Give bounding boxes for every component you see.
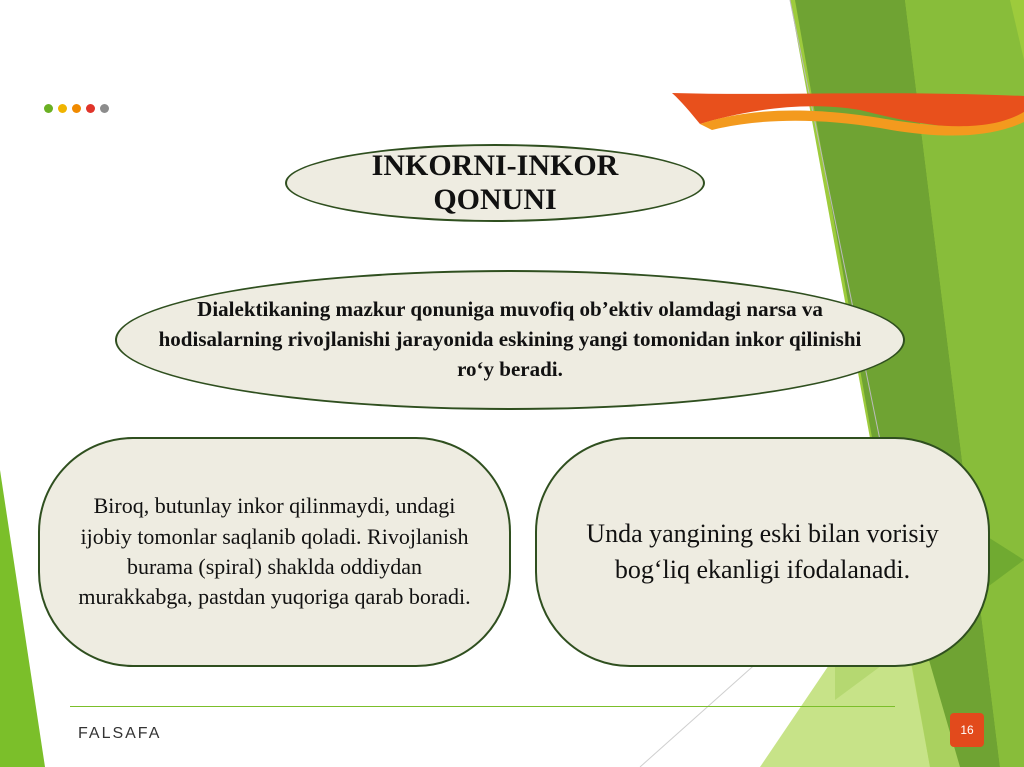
thin-line-bottom xyxy=(640,660,760,767)
dot-red xyxy=(86,104,95,113)
dot-orange xyxy=(72,104,81,113)
footer-label: FALSAFA xyxy=(78,725,162,742)
dot-yellow xyxy=(58,104,67,113)
dot-green xyxy=(44,104,53,113)
left-info-shape xyxy=(38,437,511,667)
right-info-text: Unda yangining eski bilan vorisiy bog‘liq ekanligi ifodalanadi. xyxy=(586,518,939,584)
dot-gray xyxy=(100,104,109,113)
title-shape xyxy=(285,144,705,222)
slide-title: INKORNI-INKOR QONUNI xyxy=(371,148,619,216)
page-number-badge: 16 xyxy=(950,713,984,747)
right-info-shape xyxy=(535,437,990,667)
decorative-dots xyxy=(44,104,109,113)
green-strip-left xyxy=(0,470,45,767)
left-info-text: Biroq, butunlay inkor qilinmaydi, undagi ijobiy tomonlar saqlanib qoladi. Rivojlanish burama (spiral) shaklda oddiydan murakkabga, pastdan yuqoriga qarab boradi. xyxy=(78,493,471,610)
definition-shape xyxy=(115,270,905,410)
definition-text: Dialektikaning mazkur qonuniga muvofiq ob’ektiv olamdagi narsa va hodisalarning rivojlanishi jarayonida eskining yangi tomonidan inkor qilinishi ro‘y beradi. xyxy=(158,297,862,381)
footer-divider xyxy=(70,706,895,707)
